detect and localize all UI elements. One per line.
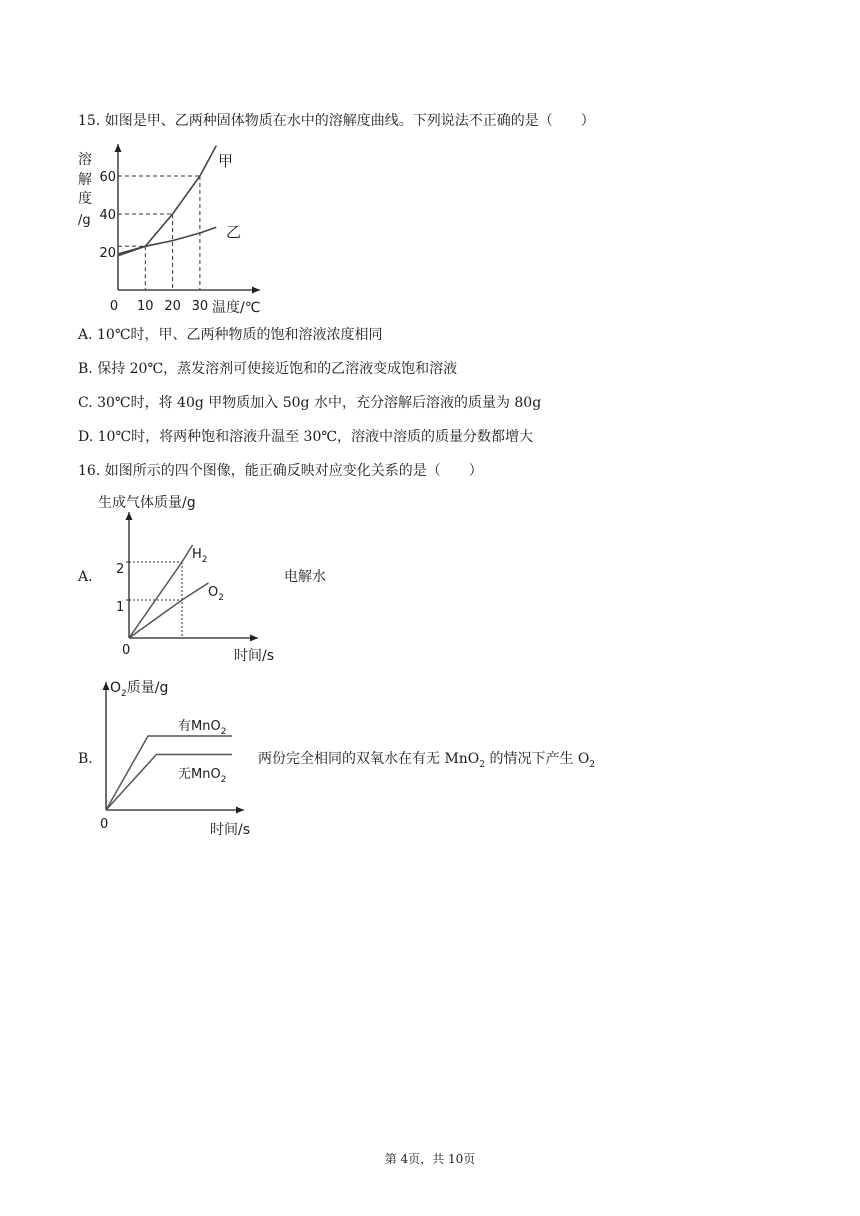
- y-tick-label: 40: [99, 208, 116, 223]
- origin-label: 0: [100, 817, 109, 832]
- y-tick-2: 2: [116, 562, 125, 577]
- q15-option-d: D. 10℃时，将两种饱和溶液升温至 30℃，溶液中溶质的质量分数都增大: [78, 429, 534, 445]
- q15-option-b: B. 保持 20℃，蒸发溶剂可使接近饱和的乙溶液变成饱和溶液: [78, 361, 458, 377]
- q16-option-a-description: 电解水: [284, 569, 326, 585]
- y-axis-label: 生成气体质量/g: [98, 495, 196, 511]
- q16-option-a-label: A.: [78, 569, 93, 585]
- series-label-with-mno2: 有MnO$_2$: [178, 719, 227, 737]
- series-jia-line: [118, 146, 216, 254]
- x-tick-label: 0: [109, 299, 119, 314]
- y-axis-label-4: /g: [78, 213, 91, 228]
- q15-option-c: C. 30℃时，将 40g 甲物质加入 50g 水中，充分溶解后溶液的质量为 80g: [78, 395, 542, 411]
- electrolysis-chart-axes: [126, 512, 259, 642]
- y-tick-label: 20: [99, 246, 116, 261]
- y-axis-label: $O_2$质量/g: [110, 680, 169, 699]
- y-axis-arrow: [103, 682, 110, 690]
- series-o2-line: [129, 583, 209, 638]
- series-label-jia: 甲: [218, 152, 234, 170]
- x-tick-label: 10: [137, 299, 154, 314]
- solubility-chart-series: [118, 146, 216, 256]
- y-axis-arrow: [126, 512, 133, 520]
- x-axis-label: 温度/℃: [212, 300, 261, 316]
- y-axis-label-1: 溶: [78, 152, 92, 168]
- origin-label: 0: [122, 643, 131, 658]
- series-label-o2: $O_2$: [208, 585, 224, 603]
- series-h2-line: [129, 545, 193, 638]
- solubility-chart-axes: [115, 144, 261, 294]
- series-label-without-mno2: 无MnO$_2$: [178, 767, 227, 785]
- x-axis-label: 时间/s: [210, 822, 251, 838]
- x-axis-label: 时间/s: [234, 648, 275, 664]
- series-without-mno2-line: [106, 755, 232, 811]
- x-tick-label: 20: [164, 299, 181, 314]
- page-footer: 第 4页，共 10页: [384, 1152, 476, 1166]
- q16-option-b-description: 两份完全相同的双氧水在有无 MnO$_2$ 的情况下产生 $O_2$: [258, 751, 596, 770]
- x-tick-label: 30: [191, 299, 209, 314]
- y-axis-label-2: 解: [78, 172, 92, 188]
- y-tick-label: 60: [99, 170, 116, 185]
- electrolysis-chart: [96, 490, 276, 665]
- decomposition-chart: [94, 672, 269, 842]
- y-tick-1: 1: [116, 600, 125, 615]
- series-yi-line: [118, 227, 216, 256]
- series-label-h2: $H_2$: [192, 547, 208, 565]
- q16-option-b-label: B.: [78, 751, 93, 767]
- question-16-stem: 16. 如图所示的四个图像，能正确反映对应变化关系的是（ ）: [78, 463, 483, 479]
- x-axis-arrow: [236, 807, 244, 814]
- solubility-chart: [70, 140, 290, 320]
- decomposition-chart-axes: [103, 682, 245, 814]
- q15-option-a: A. 10℃时，甲、乙两种物质的饱和溶液浓度相同: [78, 327, 383, 343]
- y-axis-label-3: 度: [78, 191, 92, 207]
- y-axis-arrow: [115, 144, 122, 152]
- series-label-yi: 乙: [226, 223, 242, 241]
- question-15-stem: 15. 如图是甲、乙两种固体物质在水中的溶解度曲线。下列说法不正确的是（ ）: [78, 113, 595, 129]
- x-axis-arrow: [250, 635, 258, 642]
- x-axis-arrow: [252, 287, 260, 294]
